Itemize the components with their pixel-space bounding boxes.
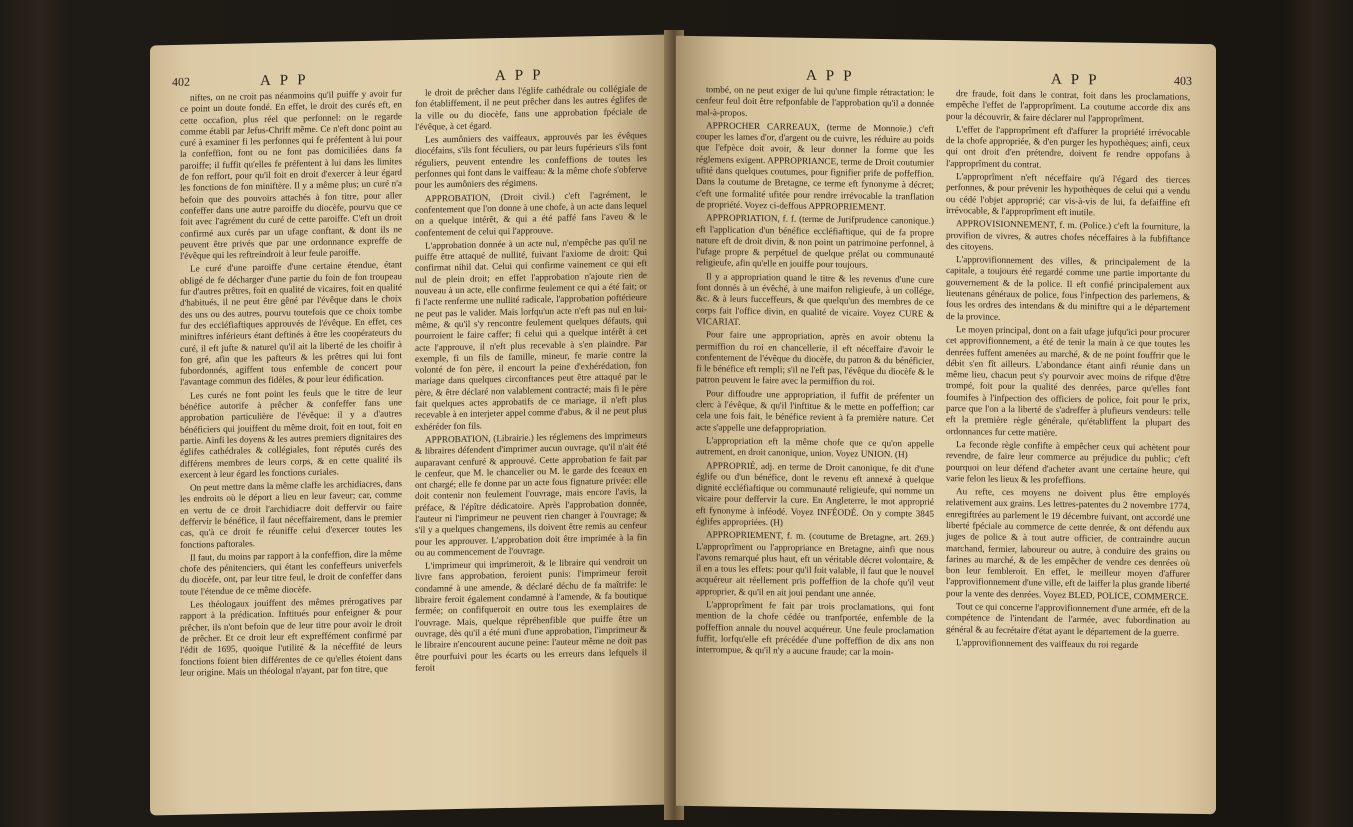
paragraph: L'approprîment fe fait par trois proclamations, qui font mention de la chofe cédée ou tranfportée, enfemble de la poffeffion annale du nouvel acquéreur. Une feule proclamation fuffit, lorfqu'elle eft précédée d'une poffeffion de dix ans non interrompue, & qu'il n'y a aucune fraude; car la moin- <box>696 599 934 658</box>
left-page <box>150 35 670 816</box>
paragraph: Il faut, du moins par rapport à la confeffion, dire la même chofe des pénitenciers, qui étant les confeffeurs univerfels du diocèfe, ont, par leur titre feul, le droit de confeffer dans toute l'étendue de ce même diocèfe. <box>180 548 402 597</box>
paragraph: Les aumôniers des vaiffeaux, approuvés par les évêques diocéfains, s'ils font féculiers, ou par leurs fupérieurs s'ils font réguliers, peuvent entendre les confeffions de toutes les perfonnes qui font dans le vaiffeau: & la même chofe s'obferve pour les aumôniers des régimens. <box>415 130 647 191</box>
paragraph: APPROPRIATION, f. f. (terme de Jurifprudence canonique.) eft l'application d'un bénéfice eccléfiaftique, qui de fa propre nature eft de droit divin, & non point un patrimoine perfonnel, à l'ufage propre & perpétuel de quelque prélat ou communauté religieufe, afin qu'elle en jouiffe pour toujours. <box>696 212 934 271</box>
paragraph: tombé, on ne peut exiger de lui qu'une fimple rétractation: le cenfeur feul doit être refponfable de l'approbation qu'il a donnée mal-à-propos. <box>696 84 934 118</box>
right-page-number: 403 <box>1174 73 1192 88</box>
paragraph: Les curés ne font point les feuls que le titre de leur bénéfice autorife à prêcher & confeffer fans une approbation particulière de l'évêque: il y a d'autres bénéficiers qui jouiffent du même droit, foit en tout, foit en partie. Ainfi les doyens & les autres premiers dignitaires des églifes cathédrales & collégiales, font réputés curés des différens membres de leurs corps, & en cette qualité ils exercent à leur égard les fonctions curiales. <box>180 385 402 480</box>
paragraph: APPROBATION, (Librairie.) les réglemens des imprimeurs & libraires défendent d'imprimer aucun ouvrage, qu'il n'ait été auparavant cenfuré & approuvé. Cette approbation fe fait par le cenfeur, que M. le chancelier ou M. le garde des fceaux en ont chargé; elle fe donne par un acte fous fignature privée: elle doit contenir non feulement l'ouvrage, mais encore l'avis, la préface, & l'épître dédicatoire. Après l'approbation donnée, l'auteur ni l'imprimeur ne peuvent rien changer à l'ouvrage; & s'il y a quelques changemens, ils doivent être remis au cenfeur pour les approuver. L'approbation doit être imprimée à la fin ou au commencement de l'ouvrage. <box>415 429 647 558</box>
paragraph: APPROBATION, (Droit civil.) c'eft l'agrément, le confentement que l'on donne à une chofe, à un acte dans lequel on a quelque intérêt, & qui a été paffé fans l'aveu & le confentement de celui qui l'approuve. <box>415 188 647 238</box>
paragraph: APPROVISIONNEMENT, f. m. (Police.) c'eft la fourniture, la provifion de vivres, & autres chofes néceffaires à la fubfiftance des citoyens. <box>946 218 1190 252</box>
paragraph: Pour diffoudre une appropriation, il fuffit de préfenter un clerc à l'évêque, & qu'il l'inftitue & le mette en poffeffion; car cela une fois fait, le bénéfice revient à fa première nature. Cet acte s'appelle une defappropriation. <box>696 387 934 434</box>
paragraph: L'approbation donnée à un acte nul, n'empêche pas qu'il ne puiffe être attaqué de nullité, fuivant l'axiome de droit: Qui confirmat nihil dat. Celui qui confirme vainement ce qui eft nul de plein droit; en effet l'approbation n'ajoute rien de nouveau à un acte, elle confirme feulement ce qui a été fait; or fi l'acte renferme une nullité radicale, l'approbation poftérieure ne peut pas le valider. Mais lorfqu'un acte n'eft pas nul en lui-même, & qu'il s'y rencontre feulement quelques défauts, qui pourroient le faire caffer; fi celui qui a quelque intérêt à cet acte l'approuve, il n'eft plus recevable à s'en plaindre. Par exemple, fi un fils de famille, mineur, fe marie contre la volonté de fon père, il encourt la peine d'exhérédation, fon mariage dans quelques circonftances peut être attaqué par le père, & être déclaré non valablement contracté; mais fi le père fait quelques actes approbatifs de ce mariage, il n'eft plus recevable à en interjeter appel comme d'abus, & il ne peut plus exhéréder fon fils. <box>415 235 647 432</box>
paragraph: L'appropriation eft la même chofe que ce qu'on appelle autrement, en droit canonique, union. Voyez UNION. (H) <box>696 435 934 460</box>
paragraph: On peut mettre dans la même claffe les archidiacres, dans les endroits où le déport a lieu en leur faveur; car, comme en vertu de ce droit l'archidiacre doit deffervir ou faire deffervir le bénéfice, il faut néceffairement, dans le premier cas, qu'à ce droit fe réuniffe celui d'exercer toutes les fonctions paftorales. <box>180 478 402 550</box>
paragraph: APPROPRIÉ, adj. en terme de Droit canonique, fe dit d'une églife ou d'un bénéfice, dont le revenu eft annexé à quelque dignité eccléfiaftique ou communauté religieufe, qui nomme un vicaire pour deffervir la cure. En Angleterre, le mot approprié eft fynonyme à inféodé. Voyez INFÉODÉ. On y compte 3845 églifes appropriées. (H) <box>696 459 934 528</box>
right-running-head-2: A P P <box>1051 71 1100 89</box>
paragraph: La feconde règle confifte à empêcher ceux qui achètent pour revendre, de faire leur commerce au préjudice du public; c'eft pourquoi on leur défend d'acheter avant une certaine heure, qui varie felon les lieux & les profeffions. <box>946 439 1190 485</box>
paragraph: APPROCHER CARREAUX, (terme de Monnoie.) c'eft couper les lames d'or, d'argent ou de cuivre, les réduire au poids que l'efpèce doit avoir, & leur donner la forme que les réglemens exigent. APPROPRIANCE, terme de Droit coutumier ufité dans quelques coutumes, pour fignifier prife de poffeffion. Dans la coutume de Bretagne, ce terme eft fynonyme à décret; c'eft une formalité ufitée pour rendre irrévocable la tranflation de propriété. Voyez ci-deffous APPROPRIEMENT. <box>696 120 934 213</box>
left-running-head-1: A P P <box>260 72 309 90</box>
paragraph: niftes, on ne croit pas néanmoins qu'il puiffe y avoir fur ce point un doute fondé. En effet, le droit des curés eft, en cette occafion, plus réel que perfonnel: on le regarde comme établi par Jefus-Chrift même. Ce n'eft donc point au curé à examiner fi les perfonnes qui fe préfentent à lui pour la confeffion, font ou ne font pas domiciliées dans fa paroiffe; il fuffit qu'elles fe préfentent à lui dans les limites de fon reffort, pour qu'il foit en droit d'exercer à leur égard les fonctions de fon miniftère. Il y a même plus; un curé n'a befoin que des pouvoirs attachés à fon titre, pour aller confeffer dans une autre paroiffe du diocèfe, pourvu que ce foit avec l'agrément du curé de cette paroiffe. C'eft un droit confirmé aux curés par un ufage conftant, & dont ils ne peuvent être privés que par une ordonnance expreffe de l'évêque qui les reftreindroit à leur feule paroiffe. <box>180 88 402 261</box>
left-column-2 <box>415 83 647 792</box>
left-running-head-2: A P P <box>495 67 544 85</box>
paragraph: dre fraude, foit dans le contrat, foit dans les proclamations, empêche l'effet de l'approprîment. La coutume accorde dix ans pour la découvrir, & faire déclarer nul l'approprîment. <box>946 88 1190 124</box>
paragraph: le droit de prêcher dans l'églife cathédrale ou collégiale de fon établiffement, il ne peut prêcher dans les autres églifes de la ville ou du diocèfe, fans une approbation fpéciale de l'évêque, à cet égard. <box>415 83 647 132</box>
left-column-1 <box>180 88 402 797</box>
right-column-2 <box>946 88 1190 796</box>
right-column-1 <box>696 84 934 792</box>
paragraph: Il y a appropriation quand le titre & les revenus d'une cure font donnés à un évêché, à une maifon religieufe, à un collége, &c. & à leurs fucceffeurs, & que quelqu'un des membres de ce corps fait l'office divin, en qualité de vicaire. Voyez CURE & VICARIAT. <box>696 270 934 327</box>
paragraph: L'approvifionnement des vaiffeaux du roi regarde <box>956 637 1139 650</box>
paragraph: Pour faire une appropriation, après en avoir obtenu la permiffion du roi en chancellerie, il eft néceffaire d'avoir le confentement de l'évêque du diocèfe, du patron & du bénéficier, fi le bénéfice eft rempli; s'il ne l'eft pas, l'évêque du diocèfe & le patron peuvent le faire avec la permiffion du roi. <box>696 329 934 388</box>
paragraph: Les théologaux jouiffent des mêmes prérogatives par rapport à la prédication. Inftitués pour enfeigner & pour prêcher, ils n'ont befoin que de leur titre pour avoir le droit de prêcher. Et ce droit leur eft expreffément confirmé par l'édit de 1695, quoique l'utilité & la néceffité de leurs fonctions foient bien différentes de ce qu'elles étoient dans leur origine. Mais un théologal n'ayant, par fon titre, que <box>180 595 402 678</box>
paragraph: Le curé d'une paroiffe d'une certaine étendue, étant obligé de fe décharger d'une partie du foin de fon troupeau fur d'autres prêtres, foit en qualité de vicaires, foit en qualité d'habitués, il ne peut être gêné par l'évêque dans le choix des uns ou des autres, pourvu toutefois que ce choix tombe fur des eccléfiaftiques approuvés de l'évêque. En effet, ces miniftres inférieurs étant deftinés à être les coopérateurs du curé, il eft jufte & naturel qu'il ait la liberté de les choifir à fon gré, afin que les pafteurs & les prêtres qui lui font fubordonnés, agiffent tous enfemble de concert pour l'avantage commun des fidèles, & pour leur édification. <box>180 259 402 388</box>
paragraph: L'imprimeur qui imprimeroit, & le libraire qui vendroit un livre fans approbation, feroient punis: l'imprimeur feroit condamné à une amende, & déclaré déchu de fa maîtrife: le libraire feroit également condamné à l'amende, & fa boutique fermée; on confifqueroit en outre tous les exemplaires de l'ouvrage. Mais, quelque répréhenfible que puiffe être un ouvrage, dès qu'il a été muni d'une approbation, l'imprimeur & le libraire n'encourent aucune peine: l'auteur même ne doit pas être pourfuivi pour les écarts ou les erreurs dans lefquels il feroit <box>415 556 647 673</box>
paragraph: Tout ce qui concerne l'approvifionnement d'une armée, eft de la compétence de l'intendant de l'armée, avec fubordination au général & au fecrétaire d'état ayant le département de la guerre. <box>946 601 1190 638</box>
paragraph: Le moyen principal, dont on a fait ufage jufqu'ici pour procurer cet approvifionnement, a été de tenir la main à ce que toutes les denrées fuffent amenées au marché, & de ne point fouffrir que le débit s'en fît ailleurs. L'abondance étant ainfi réunie dans un même lieu, chacun peut s'y pourvoir avec moins de rifque d'être trompé, foit pour la qualité des denrées, parce qu'elles font foumifes à l'infpection des officiers de police, foit pour le prix, parce que l'on a la liberté de s'adreffer à plufieurs vendeurs: telle eft la première règle générale, qu'établiffent la plupart des ordonnances fur cette matière. <box>946 324 1190 438</box>
left-page-number: 402 <box>172 74 190 89</box>
right-running-head-1: A P P <box>806 67 855 85</box>
paragraph: L'approvifionnement des villes, & principalement de la capitale, a toujours été regardé comme une partie importante du gouvernement & de la police. Il eft confié principalement aux lieutenans généraux de police, fous l'infpection des parlemens, & fous les ordres des intendans & du miniftre qui a le département de la province. <box>946 254 1190 322</box>
paragraph: L'approprîment n'eft néceffaire qu'à l'égard des tierces perfonnes, & pour prévenir les hypothèques de celui qui a vendu ou cédé l'objet approprié; car vis-à-vis de lui, fa defaiffine eft irrévocable, & l'approprîment eft inutile. <box>946 171 1190 218</box>
right-page <box>676 36 1216 814</box>
paragraph: L'effet de l'approprîment eft d'affurer la propriété irrévocable de la chofe appropriée, & d'en purger les hypothèques; ainfi, ceux qui ont droit d'en prétendre, doivent fe rendre oppofans à l'approprîment du contrat. <box>946 124 1190 170</box>
paragraph: Au refte, ces moyens ne doivent plus être employés relativement aux grains. Les lettres-patentes du 2 novembre 1774, enregiftrées au parlement le 19 décembre fuivant, ont accordé une liberté fpéciale au commerce de cette denrée, & ont défendu aux juges de police & à tout autre officier, de contraindre aucun marchand, fermier, laboureur ou autre, à conduire des grains ou farines au marché, & de les empêcher de vendre ces denrées où bon leur fembleroit. En effet, le meilleur moyen d'affurer l'approvifionnement d'une ville, eft de laiffer la plus grande liberté pour la vente des denrées. Voyez BLED, POLICE, COMMERCE. <box>946 486 1190 602</box>
paragraph: APPROPRIEMENT, f. m. (coutume de Bretagne, art. 269.) L'approprîment ou l'appropriance en Bretagne, ainfi que nous l'avons remarqué plus haut, eft un véritable décret volontaire, & il en a tous les effets: pour qu'il foit valable, il faut que le nouvel acquéreur ait réellement pris poffeffion de la chofe qu'il veut approprier, & qu'il en ait joui pendant une année. <box>696 529 934 599</box>
